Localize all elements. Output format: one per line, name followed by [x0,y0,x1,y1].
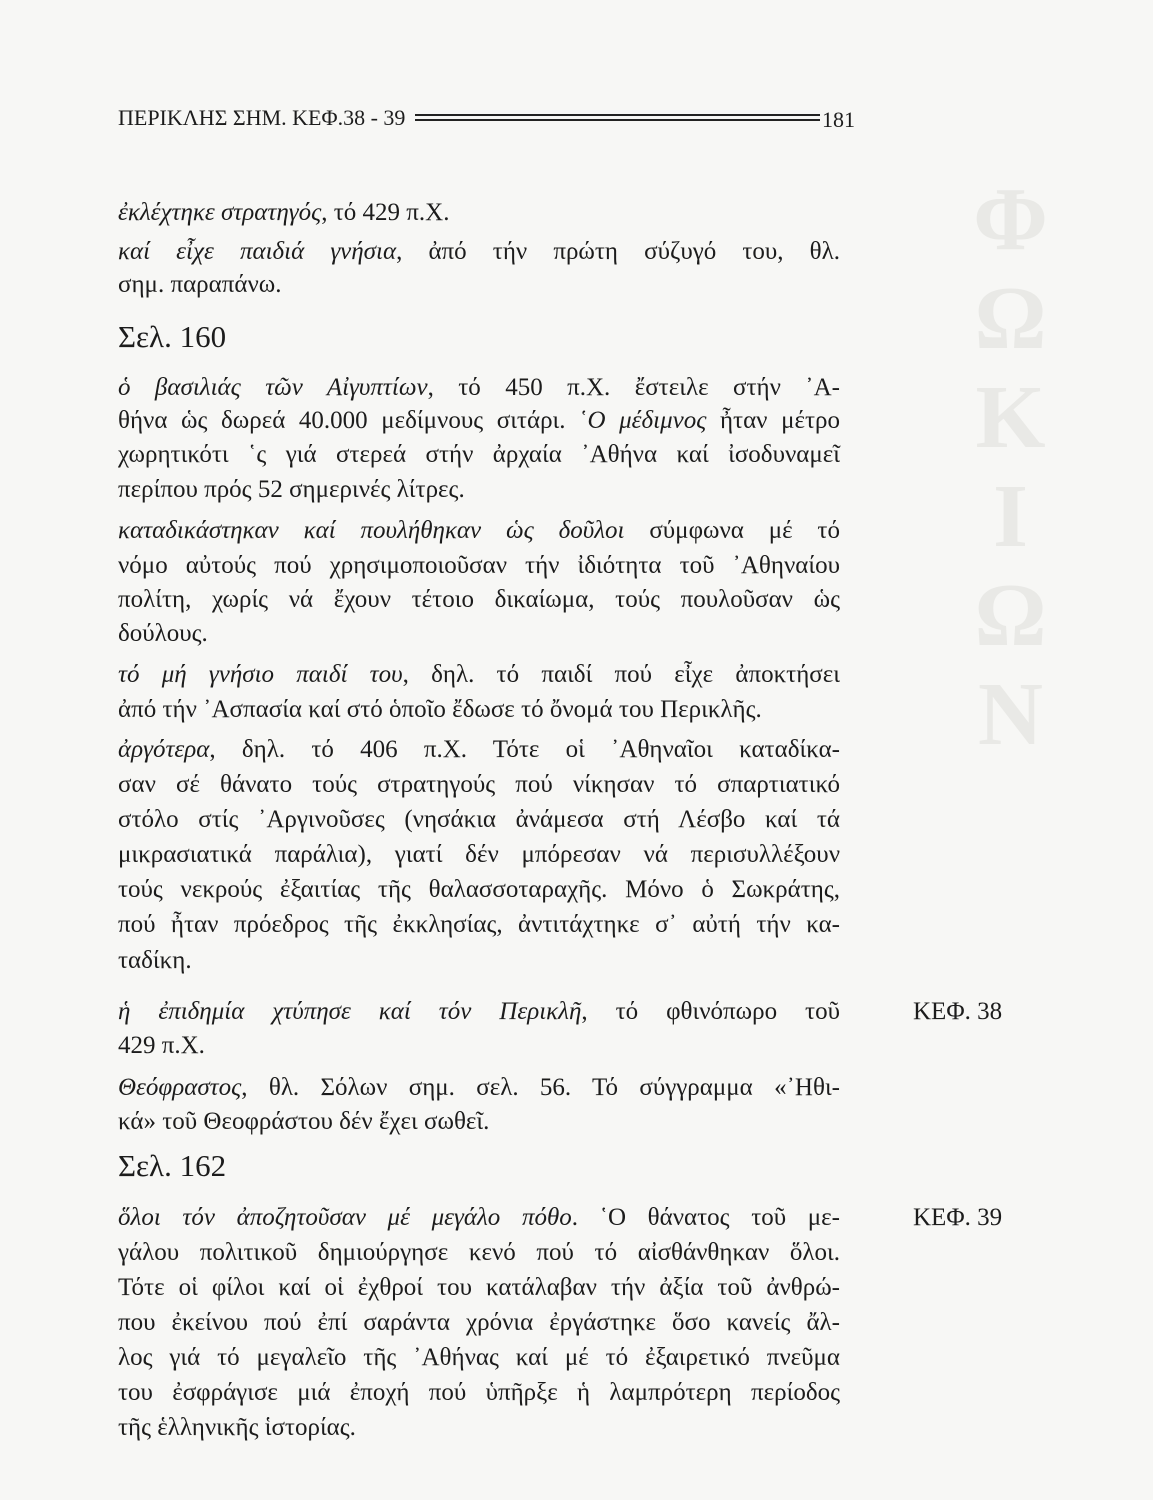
text-run: Σελ. 162 [118,1148,227,1183]
text-line [118,767,840,803]
text-line [118,1270,840,1306]
text-line [118,370,840,406]
text-run: σαν σέ θάνατο τούς στρατηγούς πού νίκησαν τό σπαρτιατικό [118,771,840,798]
lemma-italic: Θεόφραστος [118,1074,242,1101]
text-line [118,437,840,473]
text-line [118,548,840,584]
text-run: Σελ. 160 [118,319,227,354]
lemma-italic: ἡ ἐπιδημία χτύπησε καί τόν Περικλῆ [118,998,582,1025]
text-line [118,1340,840,1376]
text-run: ἦταν μέτρο [706,407,840,434]
page-number: 181 [822,107,855,132]
bleed-through-text: ΦΩΚΙΩΝ [961,170,1060,764]
text-run: του ἐσφράγισε μιά ἐποχή πού ὑπῆρξε ἡ λαμπρότερη περίοδος [118,1379,840,1406]
text-run: γάλου πολιτικοῦ δημιούργησε κενό πού τό αἰσθάνθηκαν ὅλοι. [118,1239,840,1266]
text-run: , τό 429 π.Χ. [321,199,450,226]
section-heading [118,319,840,355]
text-run: κά» τοῦ Θεοφράστου δέν ἔχει σωθεῖ. [118,1108,490,1135]
lemma-italic: ἀργότερα [118,736,210,763]
text-line [118,872,840,908]
running-header: ΠΕΡΙΚΛΗΣ ΣΗΜ. ΚΕΦ.38 - 39 [118,105,406,130]
text-line [118,1200,840,1236]
text-line [118,657,840,693]
text-run: στόλο στίς ᾿Αργινοῦσες (νησάκια ἀνάμεσα στή Λέσβο καί τά [118,806,840,833]
text-run: τούς νεκρούς ἐξαιτίας τῆς θαλασσοταραχῆς. Μόνο ὁ Σωκράτης, [118,876,840,903]
text-line [118,1104,840,1140]
lemma-italic: καί εἶχε παιδιά γνήσια [118,238,397,265]
text-run: σύμφωνα μέ τό [624,517,840,544]
lemma-italic: ἐκλέχτηκε στρατηγός [118,199,322,226]
text-run: ἀπό τήν ᾿Ασπασία καί στό ὁποῖο ἔδωσε τό ὄνομά του Περικλῆς. [118,696,762,723]
text-line [118,1070,840,1106]
text-run: , δηλ. τό 406 π.Χ. Τότε οἱ ᾿Αθηναῖοι καταδίκα- [209,736,840,763]
text-line [118,692,840,728]
text-run: θήνα ὡς δωρεά 40.000 μεδίμνους σιτάρι. [118,407,580,434]
text-run: χωρητικότι ῾ς γιά στερεά στήν ἀρχαία ᾿Αθήνα καί ἰσοδυναμεῖ [118,441,840,468]
text-run: μικρασιατικά παράλια), γιατί δέν μπόρεσαν νά περισυλλέξουν [118,841,840,868]
text-line [118,234,840,270]
text-run: Τότε οἱ φίλοι καί οἱ ἐχθροί του κατάλαβαν τήν ἀξία τοῦ ἀνθρώ- [118,1274,840,1301]
text-run: τῆς ἑλληνικῆς ἱστορίας. [118,1414,356,1441]
text-line [118,195,840,231]
text-run: περίπου πρός 52 σημερινές λίτρες. [118,476,465,503]
lemma-italic: ὅλοι τόν ἀποζητοῦσαν μέ μεγάλο πόθο [118,1204,572,1231]
text-line [118,943,840,979]
text-run: , τό 450 π.Χ. ἔστειλε στήν ᾿Α- [427,374,840,401]
text-line [118,907,840,943]
lemma-italic: ὁ βασιλιάς τῶν Αἰγυπτίων [118,374,428,401]
text-line [118,1410,840,1446]
text-run: , τό φθινόπωρο τοῦ [581,998,840,1025]
text-line [118,1375,840,1411]
text-run: πολίτη, χωρίς νά ἔχουν τέτοιο δικαίωμα, τούς πουλοῦσαν ὡς [118,586,840,613]
text-line [118,732,840,768]
lemma-italic: καταδικάστηκαν καί πουλήθηκαν ὡς δοῦλοι [118,517,625,544]
text-run: που ἐκείνου πού ἐπί σαράντα χρόνια ἐργάστηκε ὅσο κανείς ἄλ- [118,1309,840,1336]
text-line [118,267,840,303]
text-line [118,802,840,838]
text-run: σημ. παραπάνω. [118,271,282,298]
text-run: ταδίκη. [118,947,192,974]
header-double-rule [415,114,820,121]
text-line [118,472,840,508]
text-line [118,1305,840,1341]
text-line [118,403,840,439]
margin-note-chapter-38: ΚΕΦ. 38 [913,998,1003,1025]
text-line [118,513,840,549]
text-run: . ῾Ο θάνατος τοῦ με- [571,1204,841,1231]
text-run: πού ἦταν πρόεδρος τῆς ἐκκλησίας, ἀντιτάχτηκε σ᾿ αὐτή τήν κα- [118,911,840,938]
text-run: νόμο αὐτούς πού χρησιμοποιοῦσαν τήν ἰδιότητα τοῦ ᾿Αθηναίου [118,552,840,579]
section-heading [118,1148,840,1184]
text-run: , ἀπό τήν πρώτη σύζυγό του, θλ. [396,238,840,265]
text-run: δούλους. [118,620,208,647]
text-line [118,837,840,873]
text-line [118,1028,840,1064]
text-line [118,994,840,1030]
text-run: , δηλ. τό παιδί πού εἶχε ἀποκτήσει [402,661,840,688]
text-run: λος γιά τό μεγαλεῖο τῆς ᾿Αθήνας καί μέ τό ἐξαιρετικό πνεῦμα [118,1344,840,1371]
text-line [118,616,840,652]
lemma-italic: τό μή γνήσιο παιδί του [118,661,403,688]
lemma-italic: ῾Ο μέδιμνος [579,407,707,434]
margin-note-chapter-39: ΚΕΦ. 39 [913,1204,1003,1231]
text-run: , θλ. Σόλων σημ. σελ. 56. Τό σύγγραμμα «᾿Ηθι- [241,1074,840,1101]
text-run: 429 π.Χ. [118,1032,205,1059]
text-line [118,1235,840,1271]
text-line [118,582,840,618]
